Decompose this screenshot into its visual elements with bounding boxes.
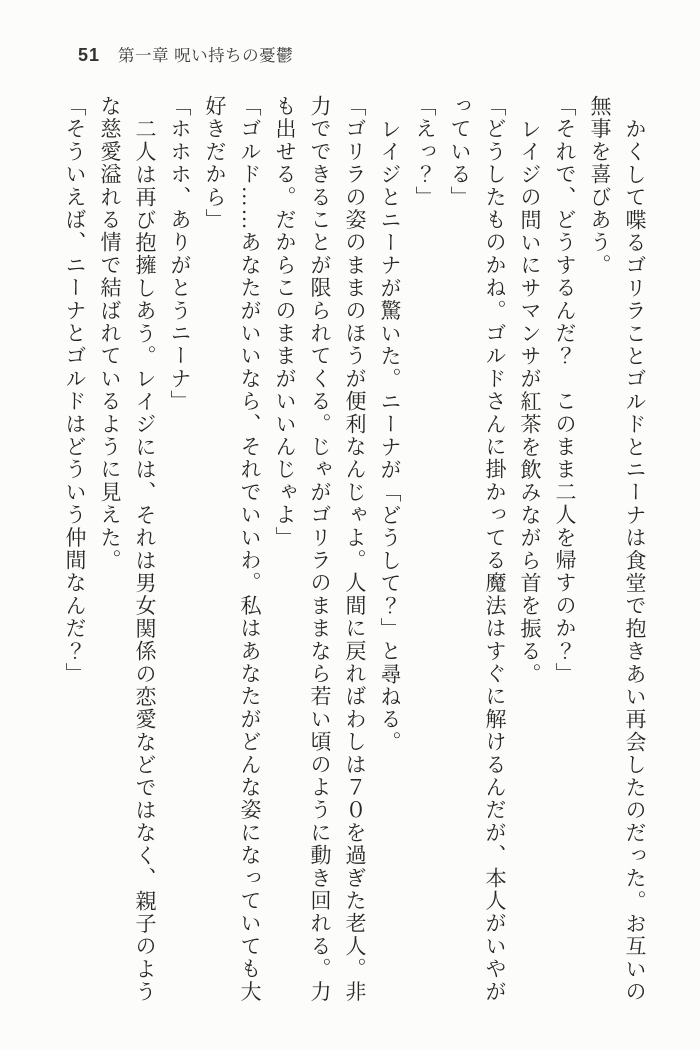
chapter-title: 第一章 呪い持ちの憂鬱 xyxy=(118,47,294,65)
body-text-vertical xyxy=(57,95,652,1005)
paragraph: かくして喋るゴリラことゴルドとニーナは食堂で抱きあい再会したのだった。お互いの無事を喜びあう。 xyxy=(588,95,647,1004)
paragraph: 「そういえば、ニーナとゴルドはどういう仲間なんだ？」 xyxy=(63,95,87,686)
running-head xyxy=(78,42,293,66)
paragraph: 「ゴルド……あなたがいいなら、それでいいわ。私はあなたがどんな姿になっていても大好きだから」 xyxy=(203,95,262,1003)
paragraph: 二人は再び抱擁しあう。レイジには、それは男女関係の恋愛などではなく、親子のような慈愛溢れる情で結ばれているように見えた。 xyxy=(98,95,157,1004)
paragraph: 「えっ？」 xyxy=(413,95,437,209)
paragraph: 「それで、どうするんだ？ このまま二人を帰すのか？」 xyxy=(553,95,577,686)
page-number: 51 xyxy=(78,45,101,65)
paragraph: 「ホホホ、ありがとうニーナ」 xyxy=(168,95,192,413)
paragraph: レイジの問いにサマンサが紅茶を飲みながら首を振る。 xyxy=(518,118,542,686)
paragraph: 「どうしたものかね。ゴルドさんに掛かってる魔法はすぐに解けるんだが、本人がいやがっている」 xyxy=(448,95,507,1003)
paragraph: 「ゴリラの姿のままのほうが便利なんじゃよ。人間に戻ればわしは７０を過ぎた老人。非力でできることが限られてくる。じゃがゴリラのままなら若い頃のように動き回れる。力も出せる。だからこのままがいいんじゃよ」 xyxy=(273,95,367,1003)
paragraph: レイジとニーナが驚いた。ニーナが「どうして？」と尋ねる。 xyxy=(378,118,402,754)
